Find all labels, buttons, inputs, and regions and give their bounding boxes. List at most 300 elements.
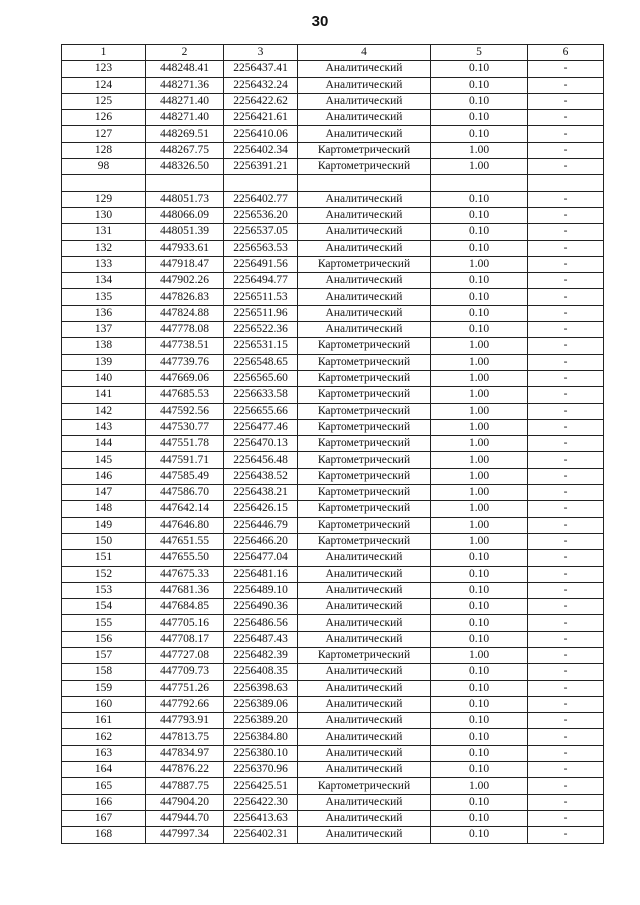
note-cell: -: [528, 664, 604, 680]
point-number-cell: 140: [62, 370, 146, 386]
note-cell: -: [528, 452, 604, 468]
accuracy-cell: 0.10: [431, 566, 528, 582]
y-coordinate-cell: 2256402.31: [224, 827, 298, 843]
point-number-cell: 156: [62, 631, 146, 647]
accuracy-cell: 0.10: [431, 762, 528, 778]
table-row: [62, 240, 604, 256]
method-cell: Картометрический: [298, 778, 431, 794]
table-row: [62, 419, 604, 435]
table-row: [62, 696, 604, 712]
table-row: [62, 517, 604, 533]
method-cell: Аналитический: [298, 93, 431, 109]
y-coordinate-cell: 2256470.13: [224, 436, 298, 452]
accuracy-cell: 1.00: [431, 354, 528, 370]
y-coordinate-cell: 2256422.30: [224, 794, 298, 810]
table-row: [62, 338, 604, 354]
note-cell: -: [528, 224, 604, 240]
note-cell: -: [528, 322, 604, 338]
y-coordinate-cell: 2256438.52: [224, 468, 298, 484]
x-coordinate-cell: 448269.51: [146, 126, 224, 142]
point-number-cell: 124: [62, 77, 146, 93]
note-cell: -: [528, 794, 604, 810]
method-cell: Аналитический: [298, 550, 431, 566]
x-coordinate-cell: 447655.50: [146, 550, 224, 566]
note-cell: -: [528, 729, 604, 745]
y-coordinate-cell: 2256482.39: [224, 647, 298, 663]
x-coordinate-cell: 447876.22: [146, 762, 224, 778]
table-row: [62, 207, 604, 223]
x-coordinate-cell: 448066.09: [146, 207, 224, 223]
y-coordinate-cell: 2256432.24: [224, 77, 298, 93]
method-cell: Картометрический: [298, 419, 431, 435]
table-header: [62, 45, 604, 61]
x-coordinate-cell: 447792.66: [146, 696, 224, 712]
accuracy-cell: 0.10: [431, 827, 528, 843]
y-coordinate-cell: 2256536.20: [224, 207, 298, 223]
y-coordinate-cell: 2256487.43: [224, 631, 298, 647]
accuracy-cell: 0.10: [431, 729, 528, 745]
note-cell: -: [528, 778, 604, 794]
table-row: [62, 126, 604, 142]
accuracy-cell: 0.10: [431, 615, 528, 631]
table-row: [62, 762, 604, 778]
x-coordinate-cell: 447530.77: [146, 419, 224, 435]
note-cell: -: [528, 762, 604, 778]
x-coordinate-cell: 447738.51: [146, 338, 224, 354]
y-coordinate-cell: 2256511.96: [224, 305, 298, 321]
x-coordinate-cell: 448267.75: [146, 142, 224, 158]
table-row: [62, 436, 604, 452]
method-cell: Аналитический: [298, 713, 431, 729]
method-cell: Аналитический: [298, 745, 431, 761]
x-coordinate-cell: 448051.73: [146, 191, 224, 207]
table-row: [62, 468, 604, 484]
point-number-cell: 128: [62, 142, 146, 158]
x-coordinate-cell: 447651.55: [146, 533, 224, 549]
note-cell: -: [528, 517, 604, 533]
point-number-cell: 164: [62, 762, 146, 778]
x-coordinate-cell: 447826.83: [146, 289, 224, 305]
table-row: [62, 713, 604, 729]
x-coordinate-cell: 447646.80: [146, 517, 224, 533]
accuracy-cell: 1.00: [431, 256, 528, 272]
accuracy-cell: 0.10: [431, 240, 528, 256]
point-number-cell: 137: [62, 322, 146, 338]
x-coordinate-cell: 448326.50: [146, 159, 224, 175]
note-cell: -: [528, 387, 604, 403]
accuracy-cell: 0.10: [431, 631, 528, 647]
table-row: [62, 354, 604, 370]
accuracy-cell: 1.00: [431, 142, 528, 158]
note-cell: -: [528, 142, 604, 158]
x-coordinate-cell: 448271.36: [146, 77, 224, 93]
table-row: [62, 729, 604, 745]
table-row: [62, 566, 604, 582]
x-coordinate-cell: 447813.75: [146, 729, 224, 745]
y-coordinate-cell: 2256511.53: [224, 289, 298, 305]
point-number-cell: 132: [62, 240, 146, 256]
point-number-cell: [62, 175, 146, 191]
x-coordinate-cell: 447669.06: [146, 370, 224, 386]
y-coordinate-cell: 2256456.48: [224, 452, 298, 468]
table-row: [62, 322, 604, 338]
x-coordinate-cell: 447681.36: [146, 582, 224, 598]
method-cell: Аналитический: [298, 599, 431, 615]
column-header: 3: [224, 45, 298, 61]
y-coordinate-cell: 2256563.53: [224, 240, 298, 256]
y-coordinate-cell: 2256477.46: [224, 419, 298, 435]
point-number-cell: 125: [62, 93, 146, 109]
point-number-cell: 153: [62, 582, 146, 598]
page-number: 30: [311, 13, 329, 30]
note-cell: -: [528, 403, 604, 419]
method-cell: Аналитический: [298, 827, 431, 843]
note-cell: -: [528, 191, 604, 207]
accuracy-cell: 0.10: [431, 61, 528, 77]
table-row: [62, 550, 604, 566]
method-cell: Аналитический: [298, 191, 431, 207]
method-cell: Аналитический: [298, 305, 431, 321]
note-cell: -: [528, 126, 604, 142]
method-cell: Аналитический: [298, 224, 431, 240]
point-number-cell: 143: [62, 419, 146, 435]
y-coordinate-cell: 2256548.65: [224, 354, 298, 370]
table-row: [62, 778, 604, 794]
x-coordinate-cell: 448051.39: [146, 224, 224, 240]
accuracy-cell: 0.10: [431, 664, 528, 680]
note-cell: -: [528, 354, 604, 370]
accuracy-cell: 0.10: [431, 77, 528, 93]
y-coordinate-cell: 2256370.96: [224, 762, 298, 778]
method-cell: Картометрический: [298, 647, 431, 663]
table-row: [62, 599, 604, 615]
y-coordinate-cell: 2256408.35: [224, 664, 298, 680]
x-coordinate-cell: 447708.17: [146, 631, 224, 647]
x-coordinate-cell: 447778.08: [146, 322, 224, 338]
y-coordinate-cell: 2256410.06: [224, 126, 298, 142]
method-cell: Аналитический: [298, 810, 431, 826]
accuracy-cell: 1.00: [431, 468, 528, 484]
note-cell: -: [528, 696, 604, 712]
point-number-cell: 98: [62, 159, 146, 175]
note-cell: -: [528, 256, 604, 272]
accuracy-cell: 1.00: [431, 533, 528, 549]
table-row: [62, 647, 604, 663]
x-coordinate-cell: 447585.49: [146, 468, 224, 484]
point-number-cell: 144: [62, 436, 146, 452]
x-coordinate-cell: 447642.14: [146, 501, 224, 517]
point-number-cell: 133: [62, 256, 146, 272]
method-cell: Аналитический: [298, 582, 431, 598]
x-coordinate-cell: 448271.40: [146, 110, 224, 126]
accuracy-cell: 1.00: [431, 338, 528, 354]
x-coordinate-cell: 447824.88: [146, 305, 224, 321]
column-header: 5: [431, 45, 528, 61]
table-row: [62, 403, 604, 419]
method-cell: Картометрический: [298, 517, 431, 533]
y-coordinate-cell: 2256426.15: [224, 501, 298, 517]
method-cell: Аналитический: [298, 61, 431, 77]
table-row: [62, 485, 604, 501]
table-row: [62, 664, 604, 680]
point-number-cell: 168: [62, 827, 146, 843]
table-row: [62, 305, 604, 321]
accuracy-cell: 0.10: [431, 713, 528, 729]
method-cell: Аналитический: [298, 289, 431, 305]
point-number-cell: 155: [62, 615, 146, 631]
y-coordinate-cell: 2256565.60: [224, 370, 298, 386]
table-row: [62, 191, 604, 207]
method-cell: Аналитический: [298, 566, 431, 582]
accuracy-cell: 0.10: [431, 696, 528, 712]
point-number-cell: 165: [62, 778, 146, 794]
method-cell: Картометрический: [298, 142, 431, 158]
x-coordinate-cell: 447727.08: [146, 647, 224, 663]
x-coordinate-cell: 447685.53: [146, 387, 224, 403]
point-number-cell: 150: [62, 533, 146, 549]
method-cell: Аналитический: [298, 696, 431, 712]
table-row: [62, 273, 604, 289]
note-cell: -: [528, 615, 604, 631]
accuracy-cell: 0.10: [431, 810, 528, 826]
method-cell: Картометрический: [298, 533, 431, 549]
method-cell: Аналитический: [298, 77, 431, 93]
note-cell: -: [528, 159, 604, 175]
coordinates-table: [61, 44, 604, 844]
y-coordinate-cell: 2256537.05: [224, 224, 298, 240]
point-number-cell: 147: [62, 485, 146, 501]
column-header: 6: [528, 45, 604, 61]
x-coordinate-cell: 447591.71: [146, 452, 224, 468]
y-coordinate-cell: 2256437.41: [224, 61, 298, 77]
note-cell: -: [528, 61, 604, 77]
accuracy-cell: 1.00: [431, 387, 528, 403]
x-coordinate-cell: 447592.56: [146, 403, 224, 419]
point-number-cell: 142: [62, 403, 146, 419]
point-number-cell: 129: [62, 191, 146, 207]
table-body: [62, 61, 604, 843]
table-row: [62, 256, 604, 272]
table-row: [62, 680, 604, 696]
accuracy-cell: 0.10: [431, 110, 528, 126]
table-row: [62, 631, 604, 647]
column-header: 4: [298, 45, 431, 61]
y-coordinate-cell: 2256633.58: [224, 387, 298, 403]
y-coordinate-cell: 2256402.77: [224, 191, 298, 207]
table-row: [62, 810, 604, 826]
y-coordinate-cell: 2256494.77: [224, 273, 298, 289]
point-number-cell: 148: [62, 501, 146, 517]
method-cell: Картометрический: [298, 338, 431, 354]
y-coordinate-cell: 2256384.80: [224, 729, 298, 745]
point-number-cell: 135: [62, 289, 146, 305]
note-cell: -: [528, 550, 604, 566]
x-coordinate-cell: 447904.20: [146, 794, 224, 810]
y-coordinate-cell: 2256402.34: [224, 142, 298, 158]
y-coordinate-cell: 2256655.66: [224, 403, 298, 419]
note-cell: -: [528, 289, 604, 305]
method-cell: Аналитический: [298, 729, 431, 745]
x-coordinate-cell: 447793.91: [146, 713, 224, 729]
method-cell: Картометрический: [298, 403, 431, 419]
note-cell: -: [528, 370, 604, 386]
note-cell: -: [528, 305, 604, 321]
header-row: [62, 45, 604, 61]
x-coordinate-cell: 447751.26: [146, 680, 224, 696]
point-number-cell: 123: [62, 61, 146, 77]
x-coordinate-cell: 448248.41: [146, 61, 224, 77]
accuracy-cell: 0.10: [431, 93, 528, 109]
note-cell: -: [528, 599, 604, 615]
point-number-cell: 138: [62, 338, 146, 354]
accuracy-cell: 0.10: [431, 745, 528, 761]
point-number-cell: 158: [62, 664, 146, 680]
note-cell: -: [528, 533, 604, 549]
point-number-cell: 160: [62, 696, 146, 712]
x-coordinate-cell: 447705.16: [146, 615, 224, 631]
x-coordinate-cell: 447902.26: [146, 273, 224, 289]
accuracy-cell: 1.00: [431, 159, 528, 175]
table-row: [62, 61, 604, 77]
table-row: [62, 615, 604, 631]
table-row: [62, 533, 604, 549]
x-coordinate-cell: 447918.47: [146, 256, 224, 272]
accuracy-cell: 0.10: [431, 305, 528, 321]
point-number-cell: 163: [62, 745, 146, 761]
x-coordinate-cell: 447834.97: [146, 745, 224, 761]
table-row: [62, 387, 604, 403]
column-header: 2: [146, 45, 224, 61]
y-coordinate-cell: 2256486.56: [224, 615, 298, 631]
x-coordinate-cell: 447586.70: [146, 485, 224, 501]
note-cell: -: [528, 827, 604, 843]
y-coordinate-cell: 2256481.16: [224, 566, 298, 582]
x-coordinate-cell: [146, 175, 224, 191]
y-coordinate-cell: 2256489.10: [224, 582, 298, 598]
note-cell: -: [528, 680, 604, 696]
method-cell: Аналитический: [298, 762, 431, 778]
y-coordinate-cell: 2256466.20: [224, 533, 298, 549]
method-cell: Аналитический: [298, 240, 431, 256]
point-number-cell: 141: [62, 387, 146, 403]
y-coordinate-cell: 2256413.63: [224, 810, 298, 826]
note-cell: -: [528, 810, 604, 826]
note-cell: -: [528, 647, 604, 663]
accuracy-cell: 1.00: [431, 647, 528, 663]
accuracy-cell: 0.10: [431, 224, 528, 240]
table-row: [62, 827, 604, 843]
accuracy-cell: 0.10: [431, 550, 528, 566]
accuracy-cell: 0.10: [431, 599, 528, 615]
note-cell: -: [528, 338, 604, 354]
table-row: [62, 582, 604, 598]
table-row: [62, 370, 604, 386]
point-number-cell: 157: [62, 647, 146, 663]
x-coordinate-cell: 447551.78: [146, 436, 224, 452]
accuracy-cell: 1.00: [431, 485, 528, 501]
method-cell: Картометрический: [298, 387, 431, 403]
point-number-cell: 134: [62, 273, 146, 289]
note-cell: -: [528, 93, 604, 109]
accuracy-cell: 0.10: [431, 273, 528, 289]
method-cell: Аналитический: [298, 207, 431, 223]
x-coordinate-cell: 447684.85: [146, 599, 224, 615]
x-coordinate-cell: 447944.70: [146, 810, 224, 826]
note-cell: -: [528, 110, 604, 126]
note-cell: -: [528, 207, 604, 223]
table-row: [62, 110, 604, 126]
table-row: [62, 289, 604, 305]
accuracy-cell: 0.10: [431, 126, 528, 142]
x-coordinate-cell: 447997.34: [146, 827, 224, 843]
point-number-cell: 166: [62, 794, 146, 810]
point-number-cell: 146: [62, 468, 146, 484]
note-cell: -: [528, 713, 604, 729]
x-coordinate-cell: 447709.73: [146, 664, 224, 680]
table-row: [62, 175, 604, 191]
note-cell: -: [528, 419, 604, 435]
y-coordinate-cell: [224, 175, 298, 191]
table-row: [62, 93, 604, 109]
y-coordinate-cell: 2256477.04: [224, 550, 298, 566]
method-cell: Аналитический: [298, 631, 431, 647]
y-coordinate-cell: 2256389.20: [224, 713, 298, 729]
method-cell: Аналитический: [298, 110, 431, 126]
y-coordinate-cell: 2256421.61: [224, 110, 298, 126]
table-row: [62, 224, 604, 240]
note-cell: -: [528, 582, 604, 598]
point-number-cell: 167: [62, 810, 146, 826]
point-number-cell: 154: [62, 599, 146, 615]
y-coordinate-cell: 2256380.10: [224, 745, 298, 761]
point-number-cell: 130: [62, 207, 146, 223]
method-cell: Аналитический: [298, 615, 431, 631]
note-cell: -: [528, 566, 604, 582]
note-cell: -: [528, 631, 604, 647]
method-cell: Картометрический: [298, 159, 431, 175]
method-cell: Аналитический: [298, 794, 431, 810]
y-coordinate-cell: 2256531.15: [224, 338, 298, 354]
note-cell: -: [528, 485, 604, 501]
column-header: 1: [62, 45, 146, 61]
note-cell: -: [528, 77, 604, 93]
method-cell: Картометрический: [298, 468, 431, 484]
method-cell: Картометрический: [298, 501, 431, 517]
accuracy-cell: 0.10: [431, 289, 528, 305]
x-coordinate-cell: 447887.75: [146, 778, 224, 794]
point-number-cell: 127: [62, 126, 146, 142]
point-number-cell: 136: [62, 305, 146, 321]
point-number-cell: 131: [62, 224, 146, 240]
y-coordinate-cell: 2256438.21: [224, 485, 298, 501]
accuracy-cell: 1.00: [431, 452, 528, 468]
method-cell: Картометрический: [298, 452, 431, 468]
method-cell: Картометрический: [298, 370, 431, 386]
accuracy-cell: 1.00: [431, 517, 528, 533]
accuracy-cell: [431, 175, 528, 191]
accuracy-cell: 1.00: [431, 436, 528, 452]
note-cell: -: [528, 501, 604, 517]
point-number-cell: 159: [62, 680, 146, 696]
accuracy-cell: 0.10: [431, 680, 528, 696]
point-number-cell: 152: [62, 566, 146, 582]
point-number-cell: 139: [62, 354, 146, 370]
accuracy-cell: 0.10: [431, 207, 528, 223]
method-cell: Картометрический: [298, 436, 431, 452]
note-cell: -: [528, 745, 604, 761]
y-coordinate-cell: 2256422.62: [224, 93, 298, 109]
table-row: [62, 452, 604, 468]
